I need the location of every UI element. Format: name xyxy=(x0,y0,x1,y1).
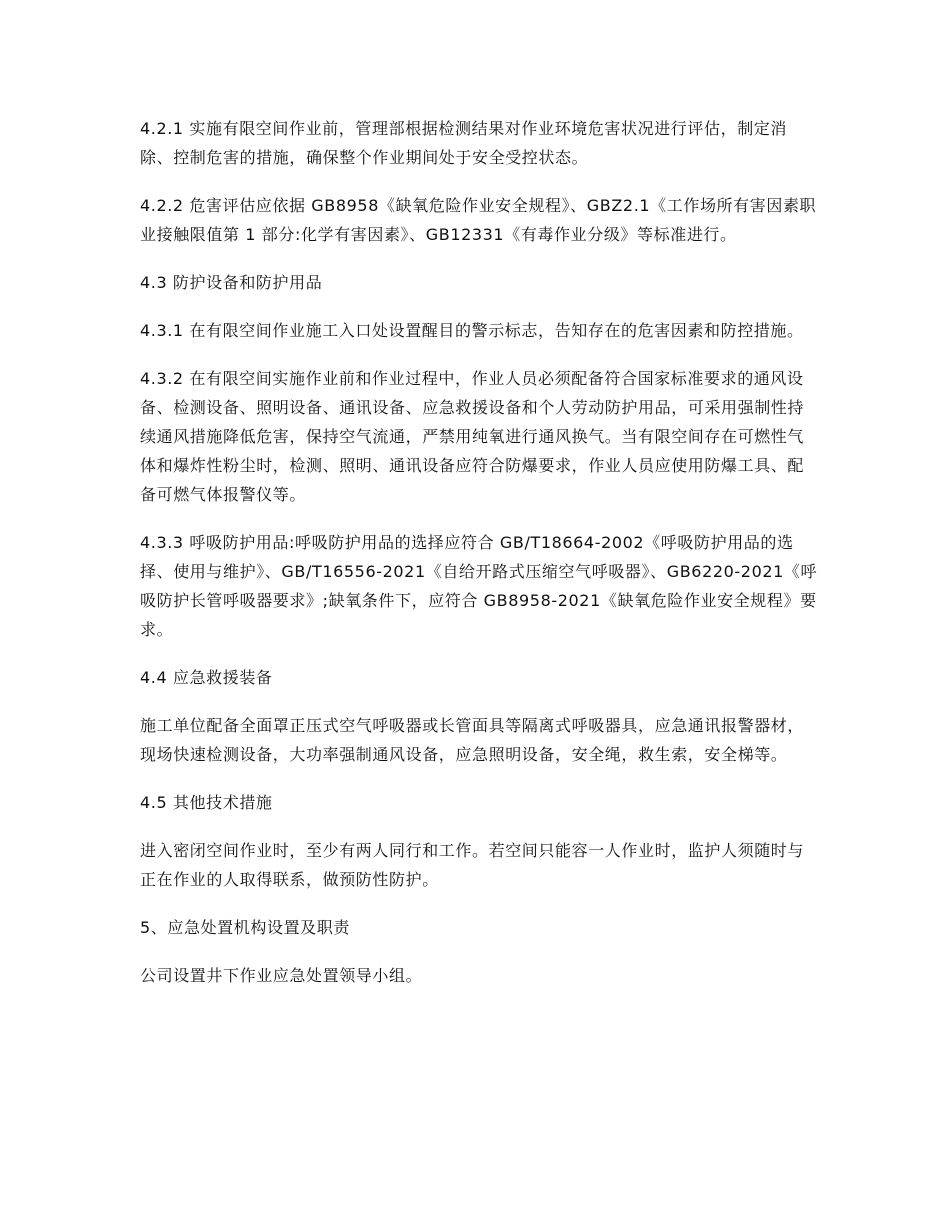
paragraph-5-body: 公司设置井下作业应急处置领导小组。 xyxy=(140,966,423,985)
heading-4-3: 4.3 防护设备和防护用品 xyxy=(140,273,323,292)
heading-4-4: 4.4 应急救援装备 xyxy=(140,668,273,687)
heading-5: 5、应急处置机构设置及职责 xyxy=(140,918,350,937)
paragraph-4-3-2: 4.3.2 在有限空间实施作业前和作业过程中，作业人员必须配备符合国家标准要求的通风设备、检测设备、照明设备、通讯设备、应急救援设备和个人劳动防护用品，可采用强制性持续通风措施降低危害，保持空气流通，严禁用纯氧进行通风换气。当有限空间存在可燃性气体和爆炸性粉尘时，检测、照明、通讯设备应符合防爆要求，作业人员应使用防爆工具、配备可燃气体报警仪等。 xyxy=(140,369,805,504)
paragraph-4-3-1: 4.3.1 在有限空间作业施工入口处设置醒目的警示标志，告知存在的危害因素和防控措施。 xyxy=(140,321,804,340)
paragraph-4-3-3: 4.3.3 呼吸防护用品:呼吸防护用品的选择应符合 GB/T18664-2002《呼吸防护用品的选择、使用与维护》、GB/T16556-2021《自给开路式压缩空气呼吸器》、GB6220-2021《呼吸防护长管呼吸器要求》;缺氧条件下，应符合 GB8958-2021《缺氧危险作业安全规程》要求。 xyxy=(140,533,818,639)
paragraph-4-5-body: 进入密闭空间作业时，至少有两人同行和工作。若空间只能容一人作业时，监护人须随时与正在作业的人取得联系，做预防性防护。 xyxy=(140,841,805,889)
document-page xyxy=(140,114,820,1009)
paragraph-4-4-body: 施工单位配备全面罩正压式空气呼吸器或长管面具等隔离式呼吸器具，应急通讯报警器材，现场快速检测设备，大功率强制通风设备，应急照明设备，安全绳，救生索，安全梯等。 xyxy=(140,716,805,764)
heading-4-5: 4.5 其他技术措施 xyxy=(140,793,273,812)
paragraph-4-2-1: 4.2.1 实施有限空间作业前，管理部根据检测结果对作业环境危害状况进行评估，制定消除、控制危害的措施，确保整个作业期间处于安全受控状态。 xyxy=(140,119,787,167)
paragraph-4-2-2: 4.2.2 危害评估应依据 GB8958《缺氧危险作业安全规程》、GBZ2.1《工作场所有害因素职业接触限值第 1 部分:化学有害因素》、GB12331《有毒作业分级》等标准进行。 xyxy=(140,196,817,244)
